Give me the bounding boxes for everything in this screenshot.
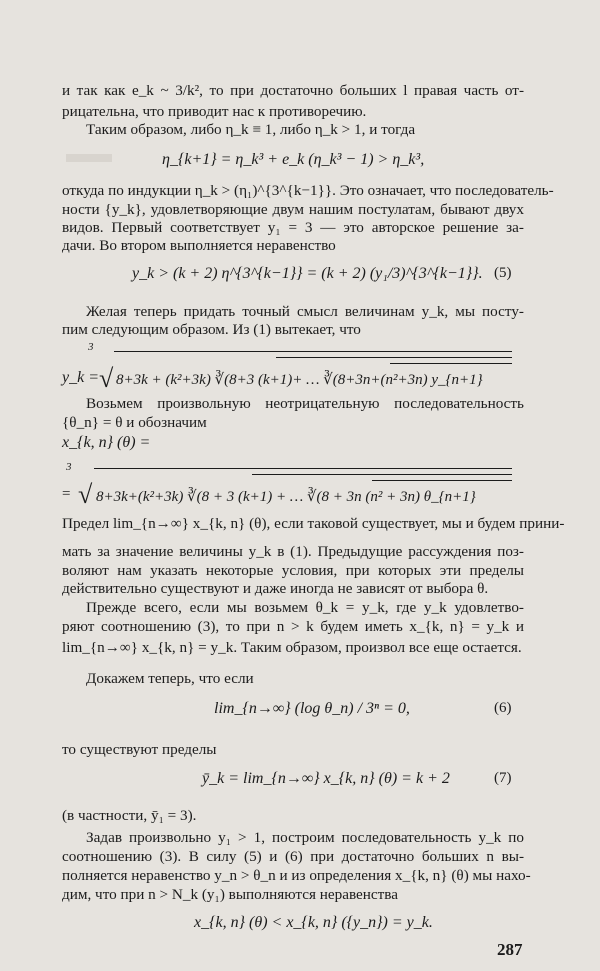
- definition-lhs: x_{k, n} (θ) =: [62, 434, 151, 451]
- text-line: и так как e_k ~ 3/k², то при достаточно больших l правая часть от-: [62, 82, 524, 99]
- text-line: (в частности, ȳ₁ = 3).: [62, 807, 197, 824]
- radical-index: 3: [66, 461, 72, 473]
- text-line: дачи. Во втором выполняется неравенство: [62, 237, 336, 254]
- text-line: пим следующим образом. Из (1) вытекает, что: [62, 321, 361, 338]
- text-line: рицательна, что приводит нас к противоречию.: [62, 103, 367, 120]
- text-line: Задав произвольно y₁ > 1, построим последовательность y_k по: [86, 829, 524, 846]
- radical-sign: √: [78, 480, 93, 509]
- text-line: Прежде всего, если мы возьмем θ_k = y_k, где y_k удовлетво-: [86, 599, 524, 616]
- formula-final: x_{k, n} (θ) < x_{k, n} ({y_n}) = y_k.: [194, 914, 433, 931]
- radical-body: 8+3k + (k²+3k) ∛(8+3 (k+1)+ … ∛(8+3n+(n²+3n) y_{n+1}: [116, 372, 483, 388]
- page-number: 287: [497, 940, 523, 959]
- text-line: ности {y_k}, удовлетворяющие двум нашим постулатам, бывают двух: [62, 201, 524, 218]
- text-line: Таким образом, либо η_k ≡ 1, либо η_k > 1, и тогда: [86, 121, 416, 138]
- text-line: откуда по индукции η_k > (η₁)^{3^{k−1}}. Это означает, что последователь-: [62, 182, 554, 199]
- formula-6: lim_{n→∞} (log θ_n) / 3ⁿ = 0,: [214, 700, 410, 717]
- equation-number: (5): [494, 265, 512, 281]
- text-line: воляют нам указать некоторые условия, при которых эти пределы: [62, 562, 524, 579]
- text-line: lim_{n→∞} x_{k, n} = y_k. Таким образом, произвол все еще остается.: [62, 639, 522, 656]
- text-line: соотношению (3). В силу (5) и (6) при достаточно больших n вы-: [62, 848, 524, 865]
- text-line: Возьмем произвольную неотрицательную последовательность: [86, 395, 524, 412]
- text-line: Докажем теперь, что если: [86, 670, 254, 687]
- text-line: ряют соотношению (3), то при n > k будем иметь x_{k, n} = y_k и: [62, 618, 524, 635]
- radical-bar: [252, 474, 512, 475]
- formula-7: ȳ_k = lim_{n→∞} x_{k, n} (θ) = k + 2: [202, 770, 450, 787]
- text-line: действительно существуют и даже иногда не зависят от выбора θ.: [62, 580, 489, 597]
- text-line: мать за значение величины y_k в (1). Предыдущие рассуждения поз-: [62, 543, 524, 560]
- radical-lhs: y_k =: [62, 369, 99, 386]
- radical-bar: [94, 468, 512, 469]
- text-line: Предел lim_{n→∞} x_{k, n} (θ), если таковой существует, мы и будем прини-: [62, 515, 565, 532]
- text-line: {θ_n} = θ и обозначим: [62, 414, 207, 431]
- radical-body: 8+3k+(k²+3k) ∛(8 + 3 (k+1) + … ∛(8 + 3n (n² + 3n) θ_{n+1}: [96, 489, 476, 505]
- text-line: то существуют пределы: [62, 741, 217, 758]
- radical-sign: √: [99, 364, 114, 393]
- radical-bar: [390, 363, 512, 364]
- equation-number: (7): [494, 770, 512, 786]
- text-line: Желая теперь придать точный смысл величинам y_k, мы посту-: [86, 303, 524, 320]
- radical-bar: [372, 480, 512, 481]
- radical-eq-sign: =: [62, 486, 71, 502]
- bleed-through-mark: [66, 154, 112, 162]
- text-line: видов. Первый соответствует y₁ = 3 — это авторское решение за-: [62, 219, 524, 236]
- equation-number: (6): [494, 700, 512, 716]
- radical-index: 3: [88, 341, 94, 353]
- radical-bar: [114, 351, 512, 352]
- formula-eta: η_{k+1} = η_k³ + e_k (η_k³ − 1) > η_k³,: [162, 151, 425, 168]
- text-line: дим, что при n > N_k (y₁) выполняются неравенства: [62, 886, 399, 903]
- text-line: полняется неравенство y_n > θ_n и из определения x_{k, n} (θ) мы нахо-: [62, 867, 531, 884]
- formula-5: y_k > (k + 2) η^{3^{k−1}} = (k + 2) (y₁/3)^{3^{k−1}}.: [132, 265, 483, 282]
- radical-bar: [276, 357, 512, 358]
